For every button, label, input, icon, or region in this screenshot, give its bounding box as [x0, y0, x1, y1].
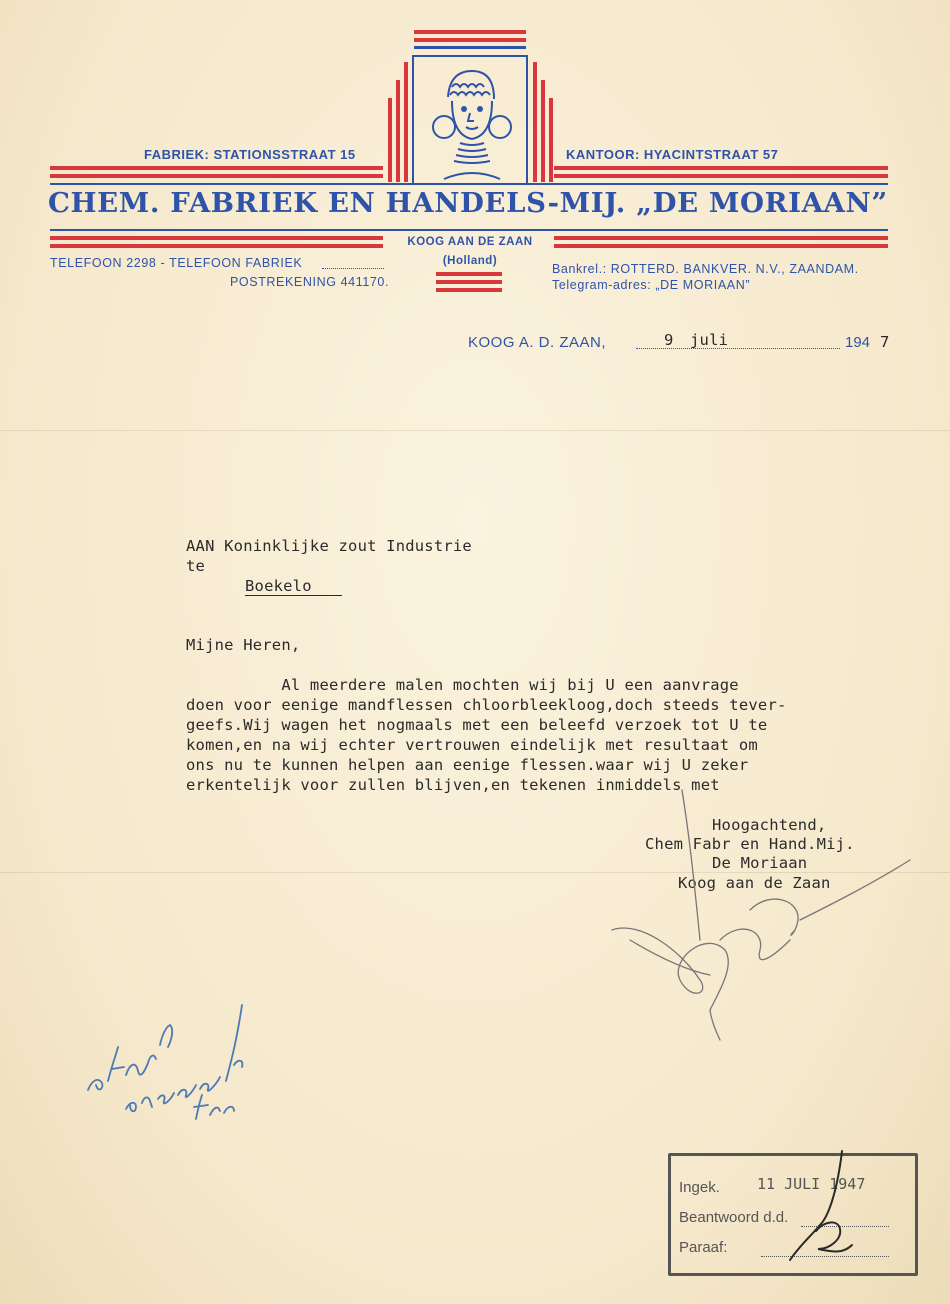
bank-info: Bankrel.: ROTTERD. BANKVER. N.V., ZAANDAM.	[552, 262, 859, 276]
body-line: doen voor eenige mandflessen chloorbleekloog,doch steeds tever-	[186, 696, 787, 714]
stamp-answered-label: Beantwoord d.d.	[679, 1209, 789, 1226]
date-year-prefix: 194	[845, 334, 871, 351]
address-line: AAN Koninklijke zout Industrie	[186, 537, 472, 555]
stamp-initials-mark	[760, 1145, 880, 1275]
body-line: erkentelijk voor zullen blijven,en tekenen inmiddels met	[186, 776, 720, 794]
closing-line: De Moriaan	[712, 854, 808, 872]
date-place: KOOG A. D. ZAAN,	[468, 334, 607, 351]
telegram-address: Telegram-adres: „DE MORIAAN”	[552, 278, 751, 292]
body-line: Al meerdere malen mochten wij bij U een aanvrage	[186, 676, 739, 694]
portrait-emblem-icon	[412, 55, 528, 185]
closing-line: Hoogachtend,	[712, 816, 827, 834]
handwritten-note	[78, 985, 278, 1125]
salutation: Mijne Heren,	[186, 636, 301, 654]
postal-account: POSTREKENING 441170.	[230, 275, 390, 289]
paper-fold	[0, 430, 950, 431]
city: KOOG AAN DE ZAAN	[407, 236, 533, 248]
date-year-suffix: 7	[880, 333, 890, 351]
company-name: CHEM. FABRIEK EN HANDELS-MIJ. „DE MORIAAN”	[48, 188, 888, 219]
body-line: geefs.Wij wagen het nogmaals met een beleefd verzoek tot U te	[186, 716, 768, 734]
body-line: komen,en na wij echter vertrouwen eindelijk met resultaat om	[186, 736, 758, 754]
closing-line: Chem Fabr en Hand.Mij.	[645, 835, 855, 853]
stamp-received-label: Ingek.	[679, 1179, 720, 1196]
phone-line: TELEFOON 2298 - TELEFOON FABRIEK	[50, 256, 303, 270]
signature-scribble	[600, 780, 940, 1050]
address-line: te	[186, 557, 206, 575]
date-month: juli	[690, 331, 729, 349]
office-address: KANTOOR: HYACINTSTRAAT 57	[566, 147, 779, 162]
closing-line: Koog aan de Zaan	[678, 874, 831, 892]
factory-address: FABRIEK: STATIONSSTRAAT 15	[144, 147, 356, 162]
address-city: Boekelo	[245, 577, 342, 596]
stamp-received-date: 11 JULI 1947	[757, 1175, 866, 1193]
body-line: ons nu te kunnen helpen aan eenige flessen.waar wij U zeker	[186, 756, 749, 774]
date-day: 9	[664, 331, 674, 349]
stamp-initials-label: Paraaf:	[679, 1239, 728, 1256]
country: (Holland)	[442, 255, 498, 267]
